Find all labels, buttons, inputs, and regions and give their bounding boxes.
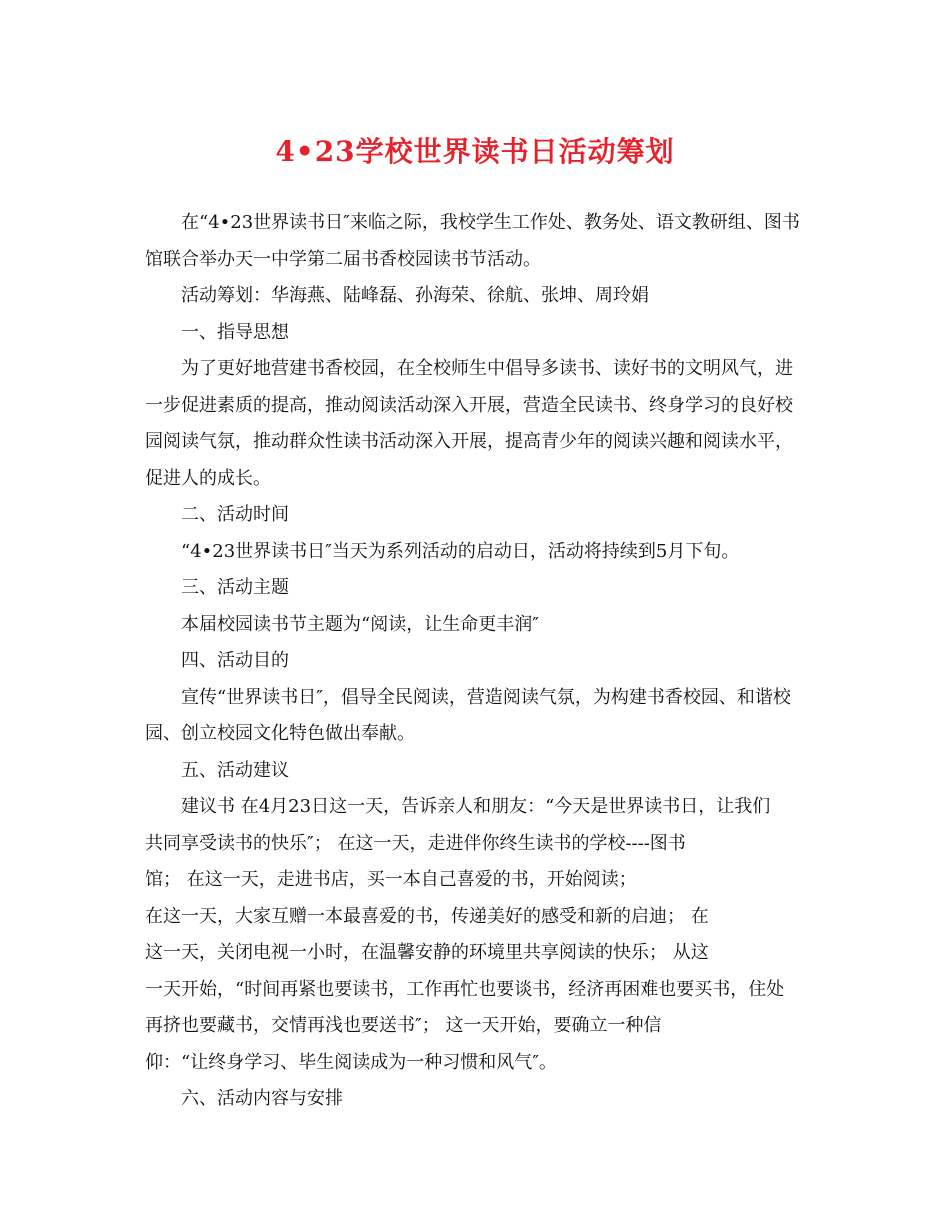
document-body bbox=[145, 205, 810, 1118]
activity-theme-paragraph: 本届校园读书节主题为“阅读，让生命更丰润″ bbox=[181, 613, 539, 635]
suggestion-line: 馆； 在这一天，走进书店，买一本自己喜爱的书，开始阅读； bbox=[145, 869, 637, 890]
suggestion-line: 在这一天，大家互赠一本最喜爱的书，传递美好的感受和新的启迪； 在 bbox=[145, 905, 709, 927]
section-heading-activity-theme: 三、活动主题 bbox=[181, 577, 289, 598]
suggestion-line: 建议书 在4月23日这一天，告诉亲人和朋友：“今天是世界读书日，让我们 bbox=[181, 796, 771, 817]
suggestions-block bbox=[145, 789, 810, 1081]
planners-line: 活动筹划：华海燕、陆峰磊、孙海荣、徐航、张坤、周玲娟 bbox=[181, 285, 649, 306]
intro-paragraph: 在“4•23世界读书日″来临之际，我校学生工作处、教务处、语文教研组、图书馆联合举办天一中学第二届书香校园读书节活动。 bbox=[145, 212, 800, 270]
section-heading-guiding-thought: 一、指导思想 bbox=[181, 321, 289, 343]
suggestion-line: 共同享受读书的快乐″； 在这一天，走进伴你终生读书的学校----图书 bbox=[145, 832, 686, 854]
suggestion-line: 一天开始，“时间再紧也要读书，工作再忙也要谈书，经济再困难也要买书，住处 bbox=[145, 978, 785, 1000]
section-heading-activity-suggestions: 五、活动建议 bbox=[181, 759, 289, 781]
suggestion-line: 这一天，关闭电视一小时，在温馨安静的环境里共享阅读的快乐； 从这 bbox=[145, 942, 709, 963]
suggestion-line: 仰：“让终身学习、毕生阅读成为一种习惯和风气″。 bbox=[145, 1051, 557, 1073]
activity-time-paragraph: “4•23世界读书日″当天为系列活动的启动日，活动将持续到5月下旬。 bbox=[181, 540, 740, 562]
document-title: 4•23学校世界读书日活动筹划 bbox=[275, 135, 675, 168]
section-heading-activity-purpose: 四、活动目的 bbox=[181, 650, 289, 671]
activity-purpose-paragraph: 宣传“世界读书日″，倡导全民阅读，营造阅读气氛，为构建书香校园、和谐校园、创立校园文化特色做出奉献。 bbox=[145, 686, 791, 744]
suggestion-line: 再挤也要藏书，交情再浅也要送书″； 这一天开始，要确立一种信 bbox=[145, 1015, 662, 1036]
guiding-thought-paragraph: 为了更好地营建书香校园，在全校师生中倡导多读书、读好书的文明风气，进一步促进素质的提高，推动阅读活动深入开展，营造全民读书、终身学习的良好校园阅读气氛，推动群众性读书活动深入开展，提高青少年的阅读兴趣和阅读水平，促进人的成长。 bbox=[145, 358, 793, 489]
section-heading-activity-time: 二、活动时间 bbox=[181, 504, 289, 525]
section-heading-activity-content: 六、活动内容与安排 bbox=[181, 1088, 343, 1109]
